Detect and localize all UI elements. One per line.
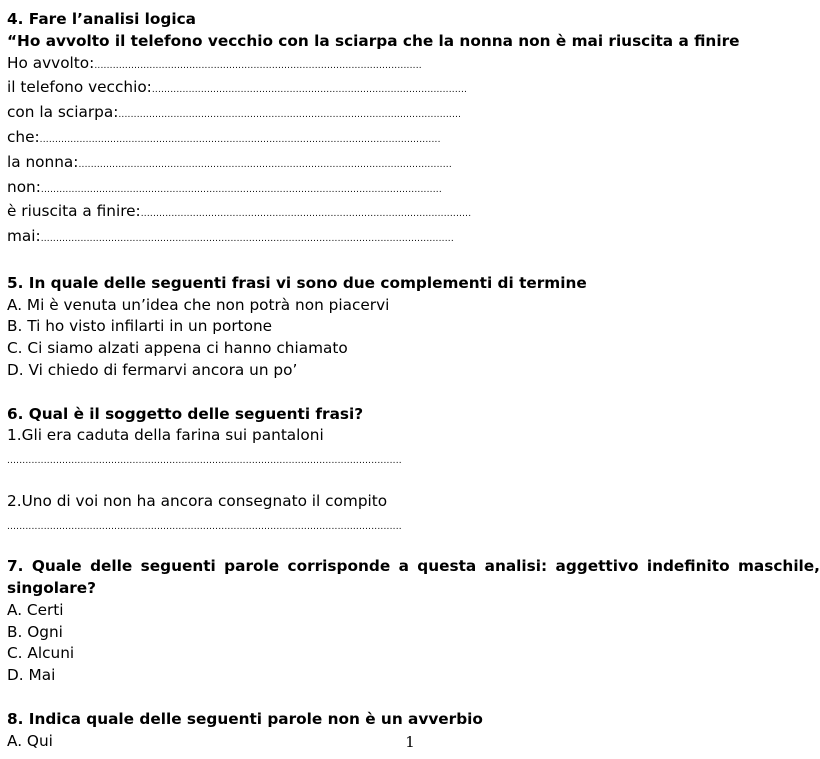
q4-item-label: con la sciarpa: xyxy=(7,103,119,122)
answer-blank[interactable]: ....................................................................................................... xyxy=(151,85,468,96)
spacer xyxy=(7,687,815,709)
q6-title: 6. Qual è il soggetto delle seguenti frasi? xyxy=(7,404,364,423)
q4-item xyxy=(7,201,815,226)
answer-blank[interactable]: ................................................................................................................................... xyxy=(40,184,442,195)
q4-item-label: mai: xyxy=(7,227,41,246)
q5-option[interactable]: A. Mi è venuta un’idea che non potrà non piacervi xyxy=(7,295,390,314)
q4-item-label: Ho avvolto: xyxy=(7,53,95,72)
q4-item xyxy=(7,102,815,127)
q4-item xyxy=(7,177,815,202)
q7-option[interactable]: D. Mai xyxy=(7,666,56,685)
q4-item xyxy=(7,226,815,251)
q4-item-label: è riuscita a finire: xyxy=(7,202,141,221)
q7-option[interactable]: C. Alcuni xyxy=(7,644,75,663)
q4-item-label: la nonna: xyxy=(7,152,79,171)
q4-item-label: il telefono vecchio: xyxy=(7,78,152,97)
q4-item xyxy=(7,127,815,152)
q6-sentence-1: 1.Gli era caduta della farina sui pantaloni xyxy=(7,426,324,445)
answer-blank[interactable]: ............................................................................................................ xyxy=(140,209,472,220)
spacer xyxy=(7,534,815,556)
answer-blank[interactable]: .......................................................................................................................... xyxy=(78,159,452,170)
answer-blank[interactable]: ................................................................................................................ xyxy=(118,110,462,121)
q4-item xyxy=(7,152,815,177)
answer-blank[interactable]: ................................................................................................................................. xyxy=(7,456,402,467)
q6-sentence-2: 2.Uno di voi non ha ancora consegnato il compito xyxy=(7,491,388,510)
q4-item-label: che: xyxy=(7,127,40,146)
document-page xyxy=(7,9,820,752)
q4-item xyxy=(7,77,815,102)
answer-blank[interactable]: ................................................................................................................................. xyxy=(7,521,402,532)
q5-option[interactable]: D. Vi chiedo di fermarvi ancora un po’ xyxy=(7,360,298,379)
spacer xyxy=(7,469,815,491)
page-number: 1 xyxy=(405,733,415,751)
q4-item-label: non: xyxy=(7,177,41,196)
q7-title: 7. Quale delle seguenti parole corrisponde a questa analisi: aggettivo indefinito maschile, singolare? xyxy=(7,557,820,597)
q4-title: 4. Fare l’analisi logica xyxy=(7,10,196,28)
q5-option[interactable]: B. Ti ho visto infilarti in un portone xyxy=(7,317,273,336)
q4-item xyxy=(7,53,815,78)
answer-blank[interactable]: ................................................................................................................................... xyxy=(39,134,441,145)
spacer xyxy=(7,251,815,273)
q8-option[interactable]: A. Qui xyxy=(7,731,53,750)
q7-option[interactable]: B. Ogni xyxy=(7,622,63,641)
answer-blank[interactable]: ....................................................................................................................................... xyxy=(40,234,454,245)
answer-blank[interactable]: ........................................................................................................... xyxy=(94,60,422,71)
spacer xyxy=(7,382,815,404)
q8-title: 8. Indica quale delle seguenti parole non è un avverbio xyxy=(7,709,483,728)
q5-option[interactable]: C. Ci siamo alzati appena ci hanno chiamato xyxy=(7,339,348,358)
q4-sentence: “Ho avvolto il telefono vecchio con la sciarpa che la nonna non è mai riuscita a finire xyxy=(7,31,740,50)
q7-option[interactable]: A. Certi xyxy=(7,600,64,619)
q5-title: 5. In quale delle seguenti frasi vi sono due complementi di termine xyxy=(7,273,587,292)
